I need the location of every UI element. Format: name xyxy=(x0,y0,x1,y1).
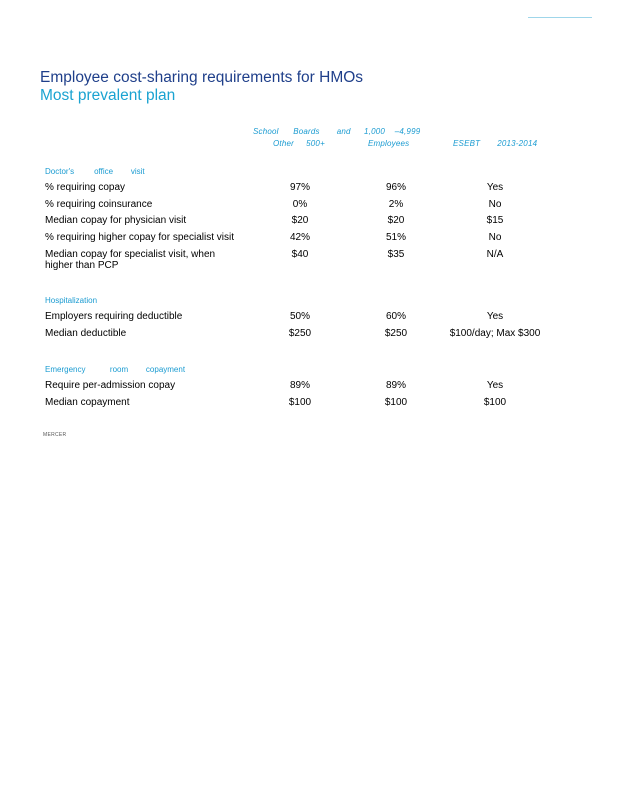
top-accent-line xyxy=(528,17,592,18)
row-label: % requiring copay xyxy=(45,182,126,193)
header-col1-line1: School Boards and xyxy=(253,127,351,136)
row-label: % requiring coinsurance xyxy=(45,199,153,210)
cell-esebt: No xyxy=(488,232,502,243)
cell-employees: 96% xyxy=(385,182,406,193)
cell-school-boards: 50% xyxy=(289,311,310,322)
cell-school-boards: $40 xyxy=(291,249,309,260)
page-subtitle: Most prevalent plan xyxy=(40,87,176,104)
cell-esebt: No xyxy=(488,199,502,210)
row-label: Median copay for specialist visit, when higher than PCP xyxy=(45,249,216,271)
cell-esebt: $15 xyxy=(486,215,504,226)
cell-esebt: Yes xyxy=(486,311,504,322)
cell-esebt: N/A xyxy=(486,249,504,260)
cell-employees: $250 xyxy=(384,328,408,339)
cell-school-boards: 97% xyxy=(289,182,310,193)
row-label: Median copay for physician visit xyxy=(45,215,187,226)
row-label: % requiring higher copay for specialist visit xyxy=(45,232,234,243)
footer-mercer-label: MERCER xyxy=(43,432,67,438)
header-col1-line2: Other 500+ xyxy=(273,139,325,148)
cell-esebt: $100/day; Max $300 xyxy=(449,328,541,339)
cell-school-boards: 0% xyxy=(292,199,308,210)
cell-employees: 60% xyxy=(385,311,406,322)
cell-employees: $20 xyxy=(387,215,405,226)
page-title: Employee cost-sharing requirements for HMOs xyxy=(40,69,364,86)
cell-school-boards: $20 xyxy=(291,215,309,226)
cell-esebt: $100 xyxy=(483,397,507,408)
header-col3: ESEBT 2013-2014 xyxy=(453,139,538,148)
row-label: Median copayment xyxy=(45,397,130,408)
cell-school-boards: 89% xyxy=(289,380,310,391)
section-heading-hospitalization: Hospitalization xyxy=(45,296,98,305)
header-col2-line2: Employees xyxy=(368,139,410,148)
cell-employees: 51% xyxy=(385,232,406,243)
row-label: Employers requiring deductible xyxy=(45,311,183,322)
cell-employees: $35 xyxy=(387,249,405,260)
header-col2-line1: 1,000 –4,999 xyxy=(364,127,421,136)
cell-employees: 2% xyxy=(388,199,404,210)
row-label: Median deductible xyxy=(45,328,127,339)
cell-employees: $100 xyxy=(384,397,408,408)
row-label: Require per-admission copay xyxy=(45,380,176,391)
cell-school-boards: $100 xyxy=(288,397,312,408)
section-heading-doctors-office-visit: Doctor's office visit xyxy=(45,167,145,176)
cell-employees: 89% xyxy=(385,380,406,391)
cell-school-boards: $250 xyxy=(288,328,312,339)
cell-esebt: Yes xyxy=(486,182,504,193)
cell-school-boards: 42% xyxy=(289,232,310,243)
section-heading-emergency-room-copayment: Emergency room copayment xyxy=(45,365,186,374)
cell-esebt: Yes xyxy=(486,380,504,391)
